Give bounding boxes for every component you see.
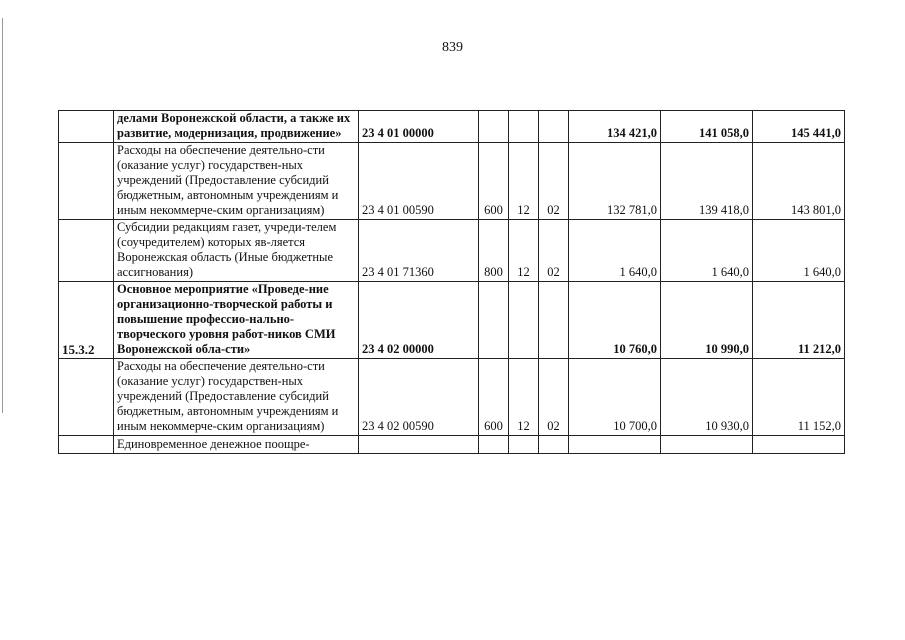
subsection-code xyxy=(539,111,569,143)
budget-table xyxy=(58,110,845,454)
item-name: Субсидии редакциям газет, учреди-телем (соучредителем) которых яв-ляется Воронежская область (Иные бюджетные ассигнования) xyxy=(114,220,359,282)
item-name: Единовременное денежное поощре- xyxy=(114,436,359,454)
row-number xyxy=(59,359,114,436)
subsection-code xyxy=(539,282,569,359)
table-row xyxy=(59,282,845,359)
table-row xyxy=(59,436,845,454)
target-code xyxy=(359,436,479,454)
table-row xyxy=(59,359,845,436)
expense-type-code: 600 xyxy=(479,359,509,436)
section-code xyxy=(509,111,539,143)
row-number xyxy=(59,111,114,143)
row-number xyxy=(59,220,114,282)
target-code: 23 4 01 00590 xyxy=(359,143,479,220)
amount-year-3: 11 212,0 xyxy=(753,282,845,359)
amount-year-1: 134 421,0 xyxy=(569,111,661,143)
amount-year-3: 11 152,0 xyxy=(753,359,845,436)
amount-year-3: 1 640,0 xyxy=(753,220,845,282)
item-name: Расходы на обеспечение деятельно-сти (оказание услуг) государствен-ных учреждений (Предоставление субсидий бюджетным, автономным учреждениям и иным некоммерче-ским организациям) xyxy=(114,359,359,436)
subsection-code xyxy=(539,436,569,454)
item-name: делами Воронежской области, а также их развитие, модернизация, продвижение» xyxy=(114,111,359,143)
subsection-code: 02 xyxy=(539,143,569,220)
subsection-code: 02 xyxy=(539,220,569,282)
expense-type-code xyxy=(479,436,509,454)
section-code xyxy=(509,436,539,454)
amount-year-3: 143 801,0 xyxy=(753,143,845,220)
section-code: 12 xyxy=(509,359,539,436)
amount-year-3: 145 441,0 xyxy=(753,111,845,143)
amount-year-2: 139 418,0 xyxy=(661,143,753,220)
amount-year-3 xyxy=(753,436,845,454)
amount-year-1 xyxy=(569,436,661,454)
target-code: 23 4 01 71360 xyxy=(359,220,479,282)
subsection-code: 02 xyxy=(539,359,569,436)
expense-type-code: 800 xyxy=(479,220,509,282)
expense-type-code xyxy=(479,282,509,359)
section-code: 12 xyxy=(509,220,539,282)
table-row xyxy=(59,220,845,282)
amount-year-1: 10 760,0 xyxy=(569,282,661,359)
amount-year-1: 10 700,0 xyxy=(569,359,661,436)
amount-year-2: 1 640,0 xyxy=(661,220,753,282)
section-code xyxy=(509,282,539,359)
target-code: 23 4 02 00590 xyxy=(359,359,479,436)
amount-year-2: 141 058,0 xyxy=(661,111,753,143)
expense-type-code: 600 xyxy=(479,143,509,220)
row-number: 15.3.2 xyxy=(59,282,114,359)
amount-year-1: 1 640,0 xyxy=(569,220,661,282)
table-row xyxy=(59,111,845,143)
target-code: 23 4 02 00000 xyxy=(359,282,479,359)
amount-year-2 xyxy=(661,436,753,454)
amount-year-2: 10 930,0 xyxy=(661,359,753,436)
target-code: 23 4 01 00000 xyxy=(359,111,479,143)
expense-type-code xyxy=(479,111,509,143)
margin-line xyxy=(2,18,3,413)
amount-year-2: 10 990,0 xyxy=(661,282,753,359)
section-code: 12 xyxy=(509,143,539,220)
row-number xyxy=(59,436,114,454)
page-number: 839 xyxy=(442,40,463,55)
table-row xyxy=(59,143,845,220)
item-name: Основное мероприятие «Проведе-ние организационно-творческой работы и повышение профессио-нально-творческого уровня работ-ников СМИ Воронежской обла-сти» xyxy=(114,282,359,359)
row-number xyxy=(59,143,114,220)
item-name: Расходы на обеспечение деятельно-сти (оказание услуг) государствен-ных учреждений (Предоставление субсидий бюджетным, автономным учреждениям и иным некоммерче-ским организациям) xyxy=(114,143,359,220)
amount-year-1: 132 781,0 xyxy=(569,143,661,220)
